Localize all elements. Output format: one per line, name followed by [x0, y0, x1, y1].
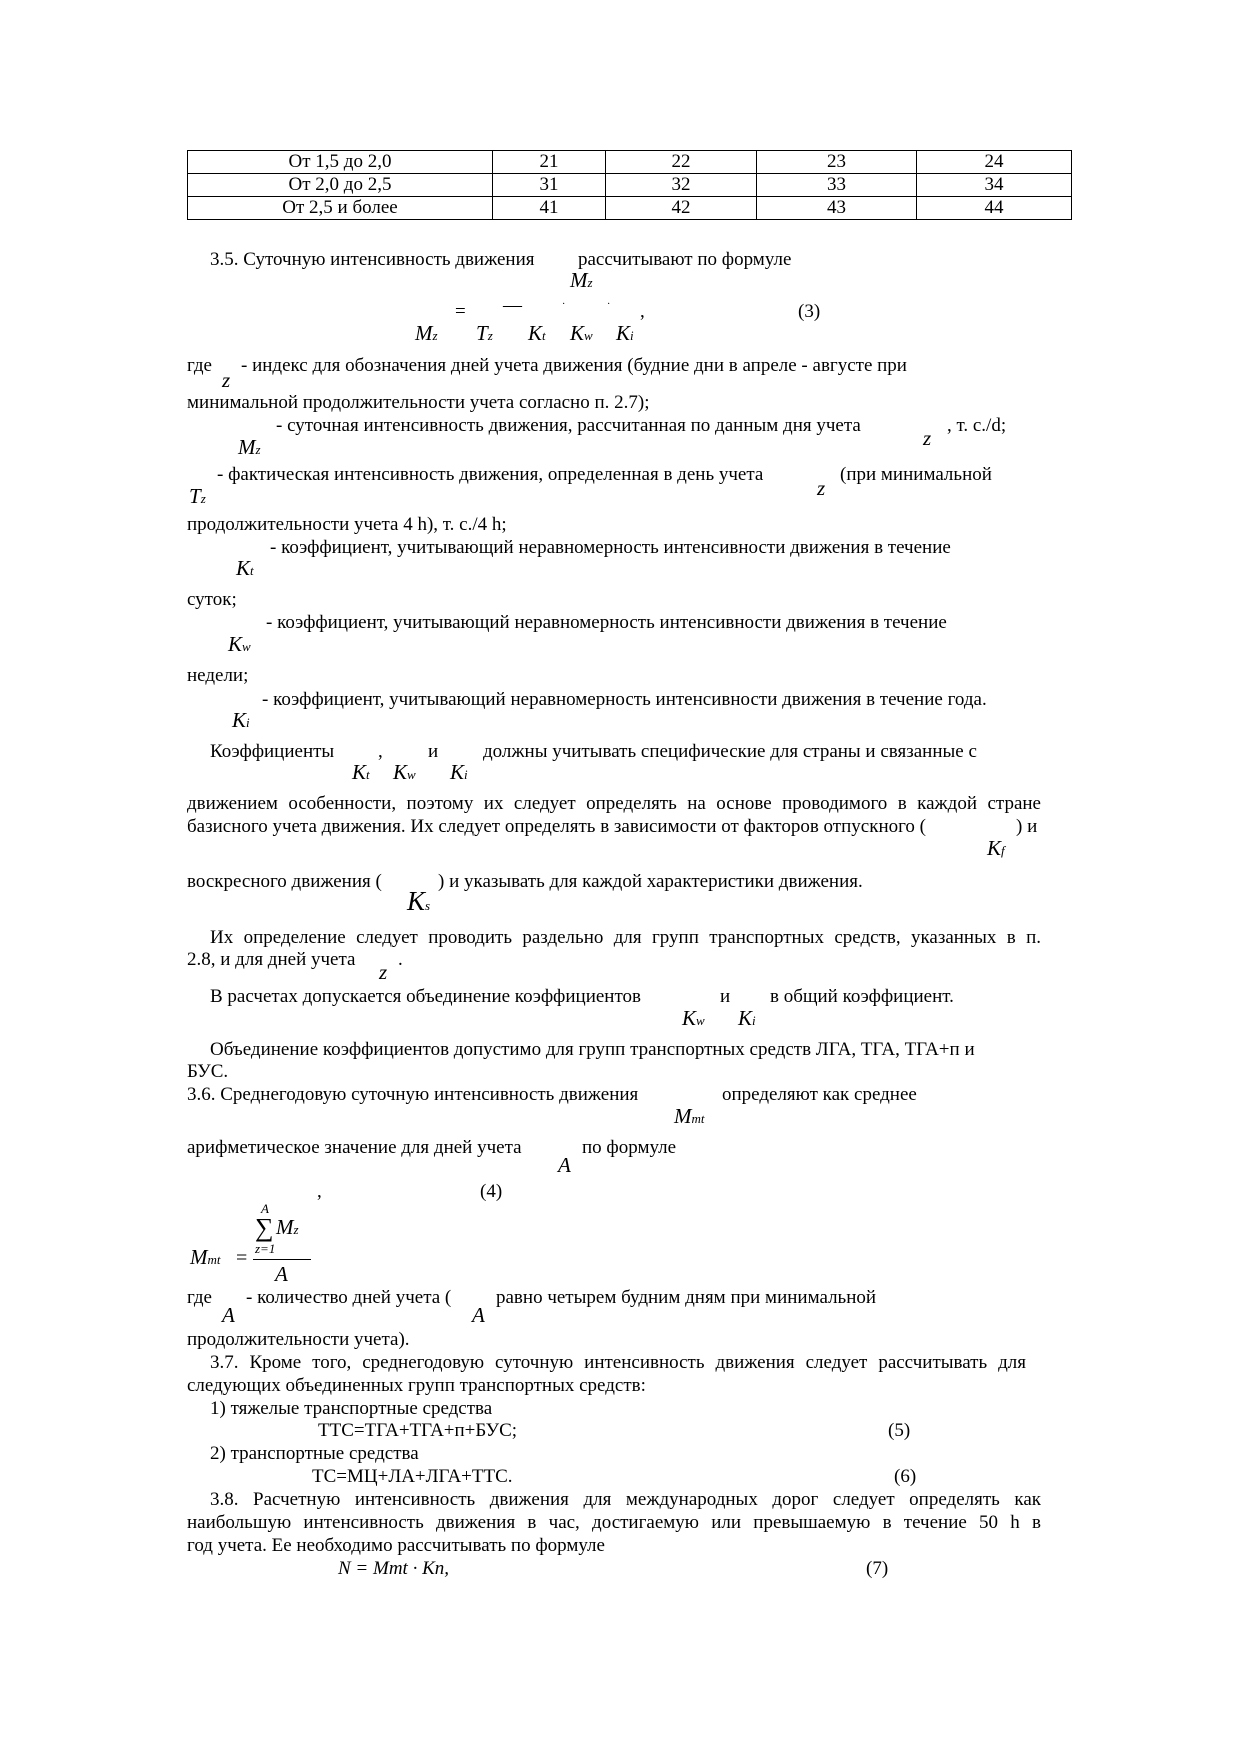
text-fragment: A — [261, 1201, 269, 1216]
text-fragment: - индекс для обозначения дней учета движения (будние дни в апреле - августе при — [241, 355, 907, 376]
symbol-mz: Mz — [570, 268, 593, 292]
coef-para: Коэффициенты — [210, 741, 335, 762]
text-fragment: ) и указывать для каждой характеристики движения. — [438, 871, 863, 892]
table-cell: 23 — [757, 151, 917, 174]
eq-number-4: (4) — [480, 1181, 503, 1202]
text-fragment: по формуле — [582, 1137, 677, 1158]
where-a: где — [187, 1287, 212, 1308]
text-fragment: = — [455, 301, 466, 322]
text-fragment: следующих объединенных групп транспортных средств: — [187, 1375, 646, 1396]
table-row — [188, 197, 1072, 220]
text-fragment: продолжительности учета 4 h), т. с./4 h; — [187, 514, 507, 535]
table-cell: 34 — [917, 174, 1072, 197]
s35-intro-b: рассчитывают по формуле — [578, 249, 792, 270]
def-ki: - коэффициент, учитывающий неравномерность интенсивности движения в течение года. — [262, 689, 987, 710]
text-fragment: минимальной продолжительности учета согласно п. 2.7); — [187, 392, 650, 413]
text-fragment: (при минимальной — [840, 464, 992, 485]
text-fragment: Kw — [570, 321, 593, 345]
text-fragment: Mz — [415, 321, 438, 345]
text-fragment: Kw — [228, 632, 251, 656]
table-cell: От 2,5 и более — [188, 197, 493, 220]
text-fragment: · — [562, 299, 566, 310]
table-cell: 32 — [606, 174, 757, 197]
text-fragment: и — [720, 986, 731, 1007]
text-fragment: · — [607, 299, 611, 310]
table-row — [188, 174, 1072, 197]
table-cell: 22 — [606, 151, 757, 174]
table-cell: От 1,5 до 2,0 — [188, 151, 493, 174]
text-fragment: z — [222, 368, 231, 392]
table-cell: 41 — [493, 197, 606, 220]
formula-5: ТТС=ТГА+ТГА+п+БУС; — [318, 1420, 518, 1441]
eq-number-3: (3) — [798, 301, 821, 322]
table-cell: 21 — [493, 151, 606, 174]
formula-6: ТС=МЦ+ЛА+ЛГА+ТТС. — [312, 1466, 513, 1487]
table-cell: 42 — [606, 197, 757, 220]
text-fragment: Tz — [189, 484, 206, 508]
where-z: где — [187, 355, 212, 376]
text-fragment: БУС. — [187, 1061, 229, 1082]
s36-para: 3.6. Среднегодовую суточную интенсивность движения — [187, 1084, 639, 1105]
table-cell: 43 — [757, 197, 917, 220]
text-fragment: год учета. Ее необходимо рассчитывать по формуле — [187, 1535, 605, 1556]
text-fragment: Ki — [450, 760, 468, 784]
text-fragment: ∑ — [255, 1213, 274, 1242]
text-fragment: , — [317, 1181, 322, 1202]
groups-para: Их определение следует проводить раздельно для групп транспортных средств, указанных в п. — [210, 927, 1041, 948]
text-fragment: воскресного движения ( — [187, 871, 382, 892]
text-fragment: в общий коэффициент. — [770, 986, 954, 1007]
text-fragment: движением особенности, поэтому их следует определять на основе проводимого в каждой стране — [187, 793, 1041, 814]
text-fragment: — — [503, 295, 522, 316]
text-fragment: 2) транспортные средства — [210, 1443, 419, 1464]
text-fragment: (7) — [866, 1558, 889, 1579]
text-fragment: , т. с./d; — [947, 415, 1007, 436]
s38-para: 3.8. Расчетную интенсивность движения для международных дорог следует определять как — [210, 1489, 1041, 1510]
text-fragment: продолжительности учета). — [187, 1329, 410, 1350]
text-fragment: Ks — [407, 886, 431, 916]
text-fragment: , — [378, 741, 383, 762]
intensity-table — [187, 150, 1072, 220]
text-fragment: Kt — [236, 556, 254, 580]
text-fragment: Kt — [528, 321, 546, 345]
text-fragment: равно четырем будним дням при минимальной — [496, 1287, 877, 1308]
text-fragment: A — [275, 1262, 288, 1286]
table-cell: 31 — [493, 174, 606, 197]
text-fragment: Mmt — [674, 1104, 705, 1128]
text-fragment: z — [923, 426, 932, 450]
table-cell: 33 — [757, 174, 917, 197]
text-fragment: наибольшую интенсивность движения в час, достигаемую или превышаемую в течение 50 h в — [187, 1512, 1041, 1533]
table-cell: 44 — [917, 197, 1072, 220]
text-fragment: недели; — [187, 665, 249, 686]
unify-para: Объединение коэффициентов допустимо для групп транспортных средств ЛГА, ТГА, ТГА+п и — [210, 1039, 975, 1060]
s35-intro: 3.5. Суточную интенсивность движения — [210, 249, 535, 270]
text-fragment: Mz — [238, 435, 261, 459]
def-kt: - коэффициент, учитывающий неравномерность интенсивности движения в течение — [270, 537, 951, 558]
text-fragment: должны учитывать специфические для страны и связанные с — [483, 741, 977, 762]
text-fragment: = — [236, 1247, 248, 1269]
text-fragment: 2.8, и для дней учета — [187, 949, 356, 970]
text-fragment: (5) — [888, 1420, 911, 1441]
table-row — [188, 151, 1072, 174]
text-fragment: . — [398, 949, 403, 970]
text-fragment: ) и — [1016, 816, 1038, 837]
text-fragment: базисного учета движения. Их следует определять в зависимости от факторов отпускного ( — [187, 816, 927, 837]
text-fragment: z=1 — [255, 1241, 276, 1256]
text-fragment: , — [640, 301, 645, 322]
text-fragment: - количество дней учета ( — [246, 1287, 452, 1308]
text-fragment: A — [558, 1153, 571, 1177]
text-fragment: Ki — [738, 1006, 756, 1030]
text-fragment: суток; — [187, 589, 237, 610]
s37-para: 3.7. Кроме того, среднегодовую суточную интенсивность движения следует рассчитывать для — [210, 1352, 1026, 1373]
text-fragment: Kt — [352, 760, 370, 784]
text-fragment: Kf — [987, 836, 1005, 860]
text-fragment: определяют как среднее — [722, 1084, 917, 1105]
text-fragment: Tz — [476, 321, 493, 345]
text-fragment: Kw — [393, 760, 416, 784]
text-fragment: z — [379, 960, 388, 984]
combine-para: В расчетах допускается объединение коэффициентов — [210, 986, 641, 1007]
def-mz: - суточная интенсивность движения, рассчитанная по данным дня учета — [276, 415, 861, 436]
text-fragment: z — [817, 476, 826, 500]
def-kw: - коэффициент, учитывающий неравномерность интенсивности движения в течение — [266, 612, 947, 633]
text-fragment: A — [472, 1303, 485, 1327]
text-fragment: и — [428, 741, 439, 762]
text-fragment: Ki — [616, 321, 634, 345]
table-cell: 24 — [917, 151, 1072, 174]
formula-7: N = Mmt · Kп, — [338, 1558, 449, 1579]
def-tz: - фактическая интенсивность движения, определенная в день учета — [217, 464, 764, 485]
text-fragment: Ki — [232, 708, 250, 732]
text-fragment: A — [222, 1303, 235, 1327]
text-fragment: Mz — [276, 1215, 299, 1239]
text-fragment: Kw — [682, 1006, 705, 1030]
text-fragment: (6) — [894, 1466, 917, 1487]
text-fragment: арифметическое значение для дней учета — [187, 1137, 522, 1158]
text-fragment: Mmt — [190, 1245, 221, 1269]
text-fragment: 1) тяжелые транспортные средства — [210, 1398, 493, 1419]
table-cell: От 2,0 до 2,5 — [188, 174, 493, 197]
